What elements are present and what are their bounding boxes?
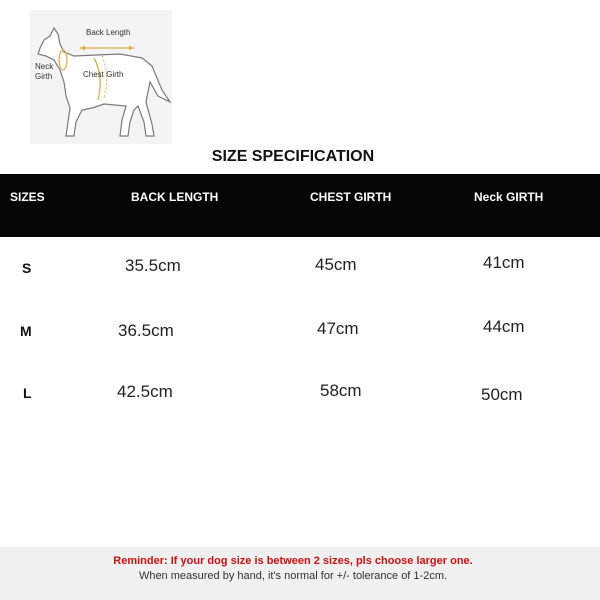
chest-girth-cell: 47cm — [317, 319, 359, 338]
back-length-cell: 42.5cm — [117, 382, 173, 401]
back-length-cell: 36.5cm — [118, 321, 174, 340]
neck-label: Neck — [35, 62, 54, 71]
chest-girth-label: Chest Girth — [83, 70, 124, 79]
header-chest-girth: CHEST GIRTH — [310, 190, 392, 204]
chest-girth-cell: 45cm — [315, 255, 357, 274]
girth-label: Girth — [35, 72, 53, 81]
size-cell: L — [23, 385, 32, 401]
neck-girth-cell: 44cm — [483, 317, 525, 336]
table-header-band — [0, 174, 600, 237]
back-length-label: Back Length — [86, 28, 131, 37]
header-back-length: BACK LENGTH — [131, 190, 219, 204]
dog-measurement-diagram — [30, 10, 172, 144]
page-title: SIZE SPECIFICATION — [211, 148, 375, 165]
reminder-text: Reminder: If your dog size is between 2 sizes, pls choose larger one. — [113, 555, 473, 567]
size-cell: S — [22, 260, 32, 276]
size-cell: M — [20, 323, 32, 339]
neck-girth-cell: 50cm — [481, 385, 523, 404]
header-neck-girth: Neck GIRTH — [474, 190, 544, 204]
chest-girth-cell: 58cm — [320, 381, 362, 400]
header-sizes: SIZES — [10, 190, 45, 204]
tolerance-note: When measured by hand, it's normal for +/- tolerance of 1-2cm. — [138, 570, 448, 582]
back-length-cell: 35.5cm — [125, 256, 181, 275]
neck-girth-cell: 41cm — [483, 253, 525, 272]
